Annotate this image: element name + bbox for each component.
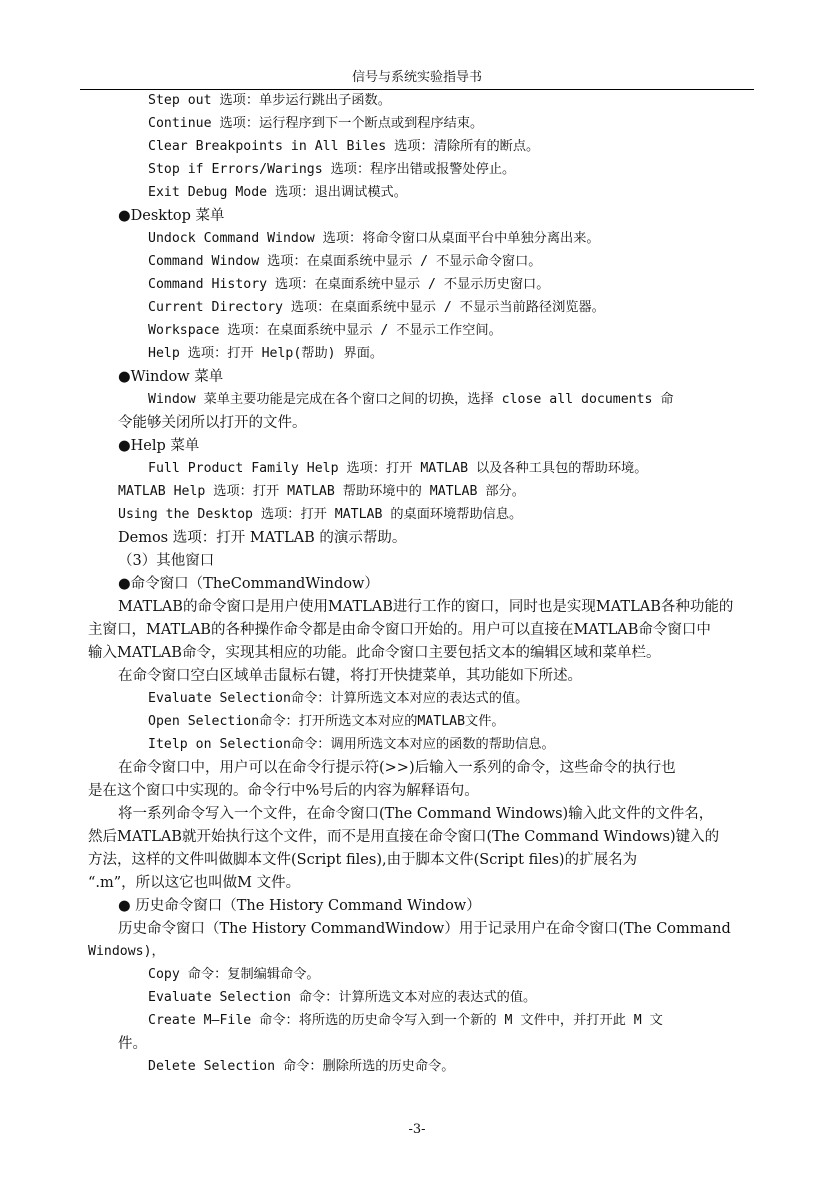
- text-line: 在命令窗口空白区域单击鼠标右键，将打开快捷菜单，其功能如下所述。: [118, 668, 582, 684]
- text-line: Delete Selection 命令：删除所选的历史命令。: [148, 1059, 455, 1074]
- text-line: Evaluate Selection命令：计算所选文本对应的表达式的值。: [148, 691, 529, 706]
- text-line: Clear Breakpoints in All Biles 选项：清除所有的断点。: [148, 139, 540, 154]
- text-line: MATLAB Help 选项：打开 MATLAB 帮助环境中的 MATLAB 部分。: [118, 484, 525, 499]
- text-line: Continue 选项：运行程序到下一个断点或到程序结束。: [148, 116, 484, 131]
- section-heading: ●Help 菜单: [118, 438, 200, 454]
- text-line: Itelp on Selection命令：调用所选文本对应的函数的帮助信息。: [148, 737, 555, 752]
- text-line: 在命令窗口中，用户可以在命令行提示符(>>)后输入一系列的命令，这些命令的执行也: [118, 760, 676, 776]
- text-line: 令能够关闭所以打开的文件。: [118, 415, 307, 431]
- text-line: 方法，这样的文件叫做脚本文件(Script files),由于脚本文件(Script files)的扩展名为: [88, 852, 638, 868]
- text-line: 历史命令窗口（The History CommandWindow）用于记录用户在命令窗口(The Command: [118, 921, 731, 937]
- text-line: Copy 命令：复制编辑命令。: [148, 967, 320, 982]
- text-line: 主窗口，MATLAB的各种操作命令都是由命令窗口开始的。用户可以直接在MATLAB命令窗口中: [88, 622, 711, 638]
- text-line: 然后MATLAB就开始执行这个文件，而不是用直接在命令窗口(The Command Windows)键入的: [88, 829, 720, 845]
- text-line: Create M—File 命令：将所选的历史命令写入到一个新的 M 文件中，并打开此 M 文: [148, 1013, 663, 1028]
- text-line: 将一系列命令写入一个文件，在命令窗口(The Command Windows)输入此文件的文件名，: [118, 806, 714, 822]
- text-line: Window 菜单主要功能是完成在各个窗口之间的切换，选择 close all documents 命: [148, 392, 674, 407]
- text-line: 是在这个窗口中实现的。命令行中%号后的内容为解释语句。: [88, 783, 479, 799]
- text-line: Evaluate Selection 命令：计算所选文本对应的表达式的值。: [148, 990, 537, 1005]
- text-line: Exit Debug Mode 选项：退出调试模式。: [148, 185, 407, 200]
- text-line: Workspace 选项：在桌面系统中显示 / 不显示工作空间。: [148, 323, 502, 338]
- text-line: Demos 选项：打开 MATLAB 的演示帮助。: [118, 530, 407, 546]
- text-line: Help 选项：打开 Help(帮助) 界面。: [148, 346, 384, 361]
- text-line: Command Window 选项：在桌面系统中显示 / 不显示命令窗口。: [148, 254, 542, 269]
- text-line: Open Selection命令：打开所选文本对应的MATLAB文件。: [148, 714, 505, 729]
- section-heading: ● 历史命令窗口（The History Command Window）: [118, 898, 481, 914]
- section-heading: ●命令窗口（TheCommandWindow）: [118, 576, 379, 592]
- section-heading: ●Desktop 菜单: [118, 208, 225, 224]
- text-line: 件。: [118, 1036, 147, 1052]
- text-line: MATLAB的命令窗口是用户使用MATLAB进行工作的窗口，同时也是实现MATLAB各种功能的: [118, 599, 734, 615]
- text-line: Command History 选项：在桌面系统中显示 / 不显示历史窗口。: [148, 277, 550, 292]
- text-line: 输入MATLAB命令，实现其相应的功能。此命令窗口主要包括文本的编辑区域和菜单栏。: [88, 645, 661, 661]
- section-heading: ●Window 菜单: [118, 369, 224, 385]
- text-line: Full Product Family Help 选项：打开 MATLAB 以及各种工具包的帮助环境。: [148, 461, 648, 476]
- text-line: Stop if Errors/Warings 选项：程序出错或报警处停止。: [148, 162, 516, 177]
- text-line: Undock Command Window 选项：将命令窗口从桌面平台中单独分离出来。: [148, 231, 600, 246]
- text-line: Windows)，: [88, 944, 165, 959]
- page-number: -3-: [408, 1122, 426, 1137]
- text-line: Using the Desktop 选项：打开 MATLAB 的桌面环境帮助信息。: [118, 507, 523, 522]
- text-line: Current Directory 选项：在桌面系统中显示 / 不显示当前路径浏览器。: [148, 300, 605, 315]
- text-line: “.m”，所以这它也叫做M 文件。: [88, 875, 301, 891]
- text-line: Step out 选项：单步运行跳出子函数。: [148, 93, 391, 108]
- running-header: 信号与系统实验指导书: [351, 70, 482, 85]
- subsection-heading: （3）其他窗口: [118, 553, 215, 569]
